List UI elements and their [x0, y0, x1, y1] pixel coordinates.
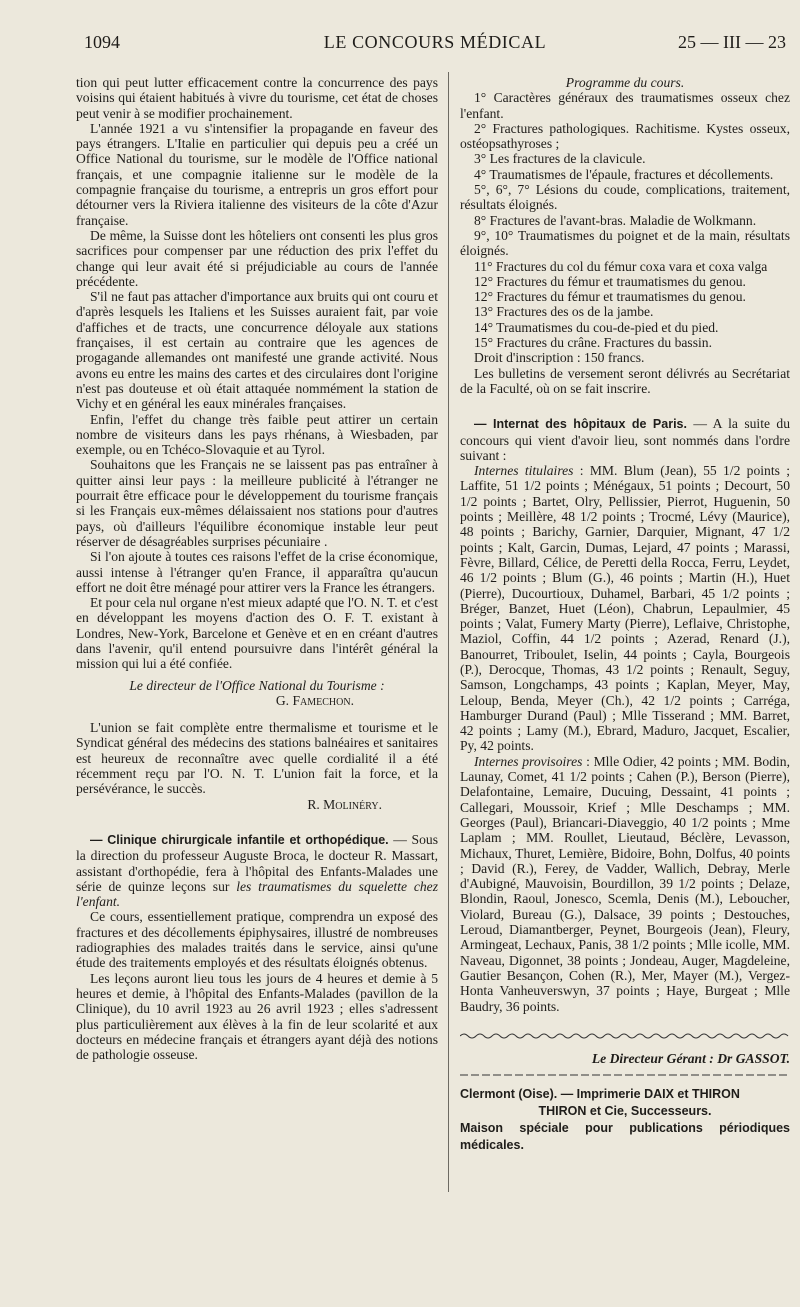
directeur-gerant: Le Directeur Gérant : Dr GASSOT. [591, 1051, 790, 1067]
imprint-line: THIRON et Cie, Successeurs. [538, 1104, 712, 1119]
titulaires-text: : MM. Blum (Jean), 55 1/2 points ; Laffite, 51 1/2 points ; Ménégaux, 51 points ; Decourt, 50 1/2 points ; Bartet, Olry, Pellissier, Pierrot, Huguenin, 50 points ; Meillère, 48 1/2 points ; Trocmé, Lévy (Maurice), 48 points ; Barichy, Garnier, Darquier, Mignant, 47 1/2 points ; Kalt, Garcin, Dumas, Lejard, 47 points ; Marassi, Fèvre, Billard, Célice, de Peretti della Rocca, Ferru, Leydet, 46 1/2 points ; Blum (G.), 46 points ; Martin (H.), Huet (Pierre), Ducourtioux, Duhamel, Barbari, 45 1/2 points ; Bréger, Banzet, Huet (Léon), Chabrun, Lepaulmier, 45 points ; Valat, Fumery Marty (Pierre), Leflaive, Christophe, Maziol, Coffin, 44 1/2 points ; Azerad, Renard (J.), Banourret, Triboulet, Iselin, 44 points ; Cayla, Bourgeois (P.), Derocque, Thomas, 43 1/2 points ; Renault, Seguy, Samson, Longchamps, 43 points ; Kaplan, Meyer, May, Leloup, Benda, Meyer (Ch.), 42 1/2 points ; Carréga, Hamburger Durand (Paul) ; Mlle Tisserand ; MM. Barret, 42 points ; Lamy (M.), Ebrard, Maduro, Jacquet, Escalier, Py, 42 points. [460, 463, 790, 754]
programme-title: Programme du cours. [565, 75, 685, 90]
page-number: 1094 [84, 32, 120, 52]
imprint-line: Clermont (Oise). — Imprimerie DAIX et THIRON [460, 1087, 740, 1102]
paragraph: tion qui peut lutter efficacement contre la concurrence des pays voisins qui étaient habitués à vivre du tourisme, cet état de choses peut venir à se modifier prochainement. [76, 75, 438, 121]
decorative-divider [460, 1032, 790, 1040]
programme-item: 8° Fractures de l'avant-bras. Maladie de Wolkmann. [474, 212, 757, 228]
signature-name: R. Molinéry. [307, 796, 382, 812]
programme-item: 5°, 6°, 7° Lésions du coude, complications, traitement, résultats éloignés. [460, 182, 790, 213]
issue-date: 25 — III — 23 [678, 32, 786, 52]
spacer [76, 812, 438, 832]
page-header [84, 30, 786, 56]
clinique-text: — Sous la direction du professeur Auguste Broca, le docteur R. Massart, assistant d'orthopédie, fera à l'hôpital des Enfants-Malades une série de quinze leçons sur [76, 831, 438, 894]
internat-intro: — A la suite du concours qui vient d'avoir lieu, sont nommés dans l'ordre suivant : [460, 416, 791, 463]
programme-item: 3° Les fractures de la clavicule. [474, 151, 646, 167]
section-title: — Internat des hôpitaux de Paris. [474, 417, 687, 432]
paragraph: L'année 1921 a vu s'intensifier la propagande en faveur des pays étrangers. L'Italie en particulier qui depuis peu a créé un Office National du tourisme, sur le modèle de l'Office national français, et une compagnie italienne sur le modèle de la compagnie française du tourisme, a entrepris un gros effort pour détourner vers la Riviera italienne des visiteurs de la côte d'Azur française. [76, 120, 438, 228]
paragraph: Souhaitons que les Français ne se laissent pas pas entraîner à quitter ainsi leur pays : la meilleure publicité à l'étranger ne pourrait être efficace pour le développement du tourisme français si les Français eux-mêmes délaissaient nos stations pour d'autres pays, où d'ailleurs l'équilibre économique instable leur peut réserver de désagréables surprises pécuniaire . [76, 457, 438, 549]
paragraph: L'union se fait complète entre thermalisme et tourisme et le Syndicat général des médecins des stations balnéaires et sanitaires est heureux de reconnaître avec quelle cordialité il a été récemment reçu par l'O. N. T. L'union fait la force, et la persévérance, le succès. [76, 720, 438, 797]
course-title: les traumatismes du squelette chez l'enfant. [76, 878, 438, 910]
provisoires-label: Internes provisoires [474, 753, 583, 769]
programme-item: 13° Fractures des os de la jambe. [474, 304, 654, 320]
paragraph: S'il ne faut pas attacher d'importance aux bruits qui ont couru et d'après lesquels les Italiens et les Suisses auraient fait, par voie d'affiches et de tracts, une concurrence déloyale aux stations françaises, il est certain au contraire que les agences de progagande allemandes ont manifesté une grande activité. Nous avons eu entre les mains des cartes et des circulaires dont l'origine n'est pas douteuse et où était attaquée nommément la station de Vichy et en général les eaux minérales françaises. [76, 289, 438, 412]
right-column [460, 75, 790, 1154]
clinique-announcement [76, 832, 438, 909]
programme-item: 14° Traumatismes du cou-de-pied et du pied. [474, 319, 719, 335]
programme-item: 1° Caractères généraux des traumatismes osseux chez l'enfant. [460, 90, 790, 121]
programme-item: 12° Fractures du fémur et traumatismes du genou. [474, 273, 746, 289]
left-column [76, 75, 438, 1062]
programme-item: 15° Fractures du crâne. Fractures du bassin. [474, 335, 712, 351]
paragraph: Ce cours, essentiellement pratique, comprendra un exposé des fractures et des décollements épiphysaires, illustré de nombreuses radiographies des malades traités dans le service, ainsi qu'une étude des traitements employés et des résultats éloignés obtenus. [76, 909, 438, 971]
programme-item: 2° Fractures pathologiques. Rachitisme. Kystes osseux, ostéopsathyroses ; [460, 120, 790, 152]
programme-item: 11° Fractures du col du fémur coxa vara et coxa valga [474, 258, 768, 274]
programme-item: 9°, 10° Traumatismes du poignet et de la main, résultats éloignés. [460, 227, 790, 259]
paragraph: Enfin, l'effet du change très faible peut attirer un certain nombre de visiteurs dans les pays rhénans, à Wiesbaden, par exemple, ou en Tchéco-Slovaquie et au Tyrol. [76, 411, 438, 458]
journal-title: LE CONCOURS MÉDICAL [323, 32, 547, 52]
signature-role: Le directeur de l'Office National du Tourisme : [129, 677, 385, 693]
programme-item: 12° Fractures du fémur et traumatismes du genou. [474, 289, 746, 305]
decorative-divider [460, 1070, 790, 1080]
paragraph: Si l'on ajoute à toutes ces raisons l'effet de la crise économique, aussi intense à l'étranger qu'en France, il apparaîtra qu'aucun effort ne doit être ménagé pour attirer vers la France les étrangers. [76, 549, 438, 595]
paragraph: Les leçons auront lieu tous les jours de 4 heures et demie à 5 heures et demie, à l'hôpital des Enfants-Malades (pavillon de la Clinique), du 10 avril 1923 au 26 avril 1923 ; elles s'adressent plus particulièrement aux élèves à la fin de leur scolarité et aux docteurs en médecine français et étrangers ayant déjà des notions de pathologie osseuse. [76, 970, 438, 1063]
programme-item: Droit d'inscription : 150 francs. [474, 350, 645, 366]
spacer [76, 708, 438, 720]
programme-list [460, 90, 790, 396]
signature-name: G. Famechon. [275, 692, 354, 708]
column-divider [448, 72, 449, 1192]
titulaires-label: Internes titulaires [474, 463, 574, 479]
programme-item: Les bulletins de versement seront délivrés au Secrétariat de la Faculté, où on se fait inscrire. [460, 365, 790, 396]
programme-item: 4° Traumatismes de l'épaule, fractures et décollements. [474, 166, 774, 182]
provisoires-list [460, 754, 790, 1014]
paragraph: De même, la Suisse dont les hôteliers ont consenti les plus gros sacrifices pour compenser par une réduction des prix l'effet du change qui leur avait été si préjudiciable au cours de l'année précédente. [76, 227, 438, 289]
imprint [460, 1086, 790, 1154]
provisoires-text: : Mlle Odier, 42 points ; MM. Bodin, Launay, Comet, 41 1/2 points ; Cahen (P.), Berson (Pierre), Delafontaine, Lemaire, Ducuing, Dessaint, 41 points ; Callegari, Moussoir, Krief ; Mlle Deschamps ; MM. Georges (Paul), Briancari-Diaveggio, 40 1/2 points ; Mme Laplam ; MM. Roullet, Lieutaud, Béclère, Levasson, Michaux, Thuret, Lemière, Bidoire, Bohn, Dolfus, 40 points ; David (R.), Ferey, de Vadder, Wallich, Debray, Merle d'Aubigné, Mauvoisin, Bourdillon, 39 1/2 points ; Delaze, Blondin, Raoul, Jonesco, Scemla, Denis (M.), Leboucher, Violard, Bureau (G.), Dalsace, 39 points ; Destouches, Leroud, Diamantberger, Peynet, Bourgeois (Jean), Fleury, Armingeat, Lechaux, Panis, 38 1/2 points ; Mlle icolle, MM. Naveau, Digonnet, 38 points ; Jondeau, Auger, Magdeleine, Gautier Besançon, Cohen (R.), Mer, Mayer (M.), Vergez-Honta Vanheuverswyn, 37 points ; Haye, Burgeat ; Mlle Baudry, 36 points. [460, 753, 790, 1014]
spacer [460, 396, 790, 416]
paragraph: Et pour cela nul organe n'est mieux adapté que l'O. N. T. et c'est en développant les moyens d'action des O. F. T. existant à Londres, New-York, Barcelone et Genève et en en créant d'autres dans l'avenir, qu'il entend poursuivre dans l'intérêt général la mission qui lui a été confiée. [76, 595, 438, 672]
section-title: — Clinique chirurgicale infantile et orthopédique. [90, 832, 389, 847]
internat-announcement [460, 416, 790, 463]
imprint-line: Maison spéciale pour publications périodiques médicales. [460, 1121, 790, 1153]
titulaires-list [460, 463, 790, 754]
